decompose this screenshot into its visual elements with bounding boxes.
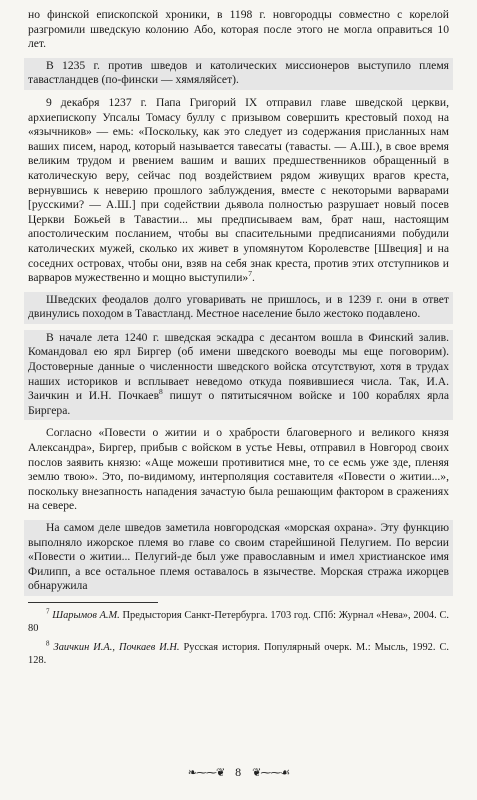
footnote-divider: [28, 602, 158, 603]
footnote-author: Заичкин И.А., Почкаев И.Н.: [53, 641, 180, 653]
paragraph: В начале лета 1240 г. шведская эскадра с десантом вошла в Финский залив. Командовал ею ярл Биргер (об имени шведского воеводы мы еще поговорим). Достоверные данные о численности шведского войска отсутствуют, хотя в трудах наших историков и всплывает неведомо откуда появившиеся числа. Так, И.А. Заичкин и И.Н. Почкаев$^8$ пишут о пятитысячном войске и 100 кораблях ярла Биргера.: [24, 330, 453, 421]
paragraph: 9 декабря 1237 г. Папа Григорий IX отправил главе шведской церкви, архиепископу Упсалы Томасу буллу с призывом совершить крестовый поход на «язычников» — емь: «Поскольку, как это следует из содержания присланных нам ваших писем, народ, который называется тавесаты (тавасты. — А.Ш.), в свое время великим трудом и рвением вашим и ваших предшественников обращенный в католическую веру, сейчас под воздействием рядом живущих врагов креста, вернувшись к неверию прошлого заблуждения, вместе с некоторыми варварами [русскими? — А.Ш.] при содействии дьявола полностью разрушает новый посев Церкви Божьей в Тавастии... мы предписываем вам, брат наш, настоящим апостолическим посланием, чтобы вы спасительными предписаниями побудили католических мужей, сколько их живет в упомянутом Королевстве [Швеция] и на соседних островах, чтобы они, взяв на себя знак креста, против этих отступников и варваров мужественно и мощно выступили»$^7$.: [28, 95, 449, 285]
paragraph: Согласно «Повести о житии и о храбрости благоверного и великого князя Александра», Биргер, прибыв с войском в устье Невы, отправил в Новгород своих послов заявить князю: «Аще можеши противитися мне, то се есмь уже зде, пленяя землю твою». Это, по-видимому, интерполяция составителя «Повести о житии...», поскольку внезапность нападения зачастую была решающим фактором в сражениях на севере.: [28, 426, 449, 513]
footnote: $^8$ Заичкин И.А., Почкаев И.Н. Русская история. Популярный очерк. М.: Мысль, 1992. С. 128.: [28, 639, 449, 666]
page-number: 8: [235, 764, 242, 779]
footnotes: [28, 609, 449, 667]
paragraph: На самом деле шведов заметила новгородская «морская охрана». Эту функцию выполняло ижорское племя во главе со своим старейшиной Пелугием. По версии «Повести о житии... Пелугий-де был уже православным и имел христианское имя Филипп, а все остальное племя оставалось в язычестве. Морская стража ижорцев обнаружила: [24, 520, 453, 596]
ornament-left-icon: ❧⁓⁓❦: [187, 766, 225, 779]
ornament-right-icon: ❦⁓⁓☙: [252, 766, 290, 779]
page-footer: [0, 764, 477, 780]
paragraph: В 1235 г. против шведов и католических миссионеров выступило племя тавастландцев (по-фински — хямяляйсет).: [24, 58, 453, 90]
footnote-ref: 8: [159, 387, 163, 397]
footnote: $^7$ Шарымов А.М. Предыстория Санкт-Петербурга. 1703 год. СПб: Журнал «Нева», 2004. С. 80: [28, 607, 449, 634]
main-text: [28, 8, 449, 596]
paragraph: Шведских феодалов долго уговаривать не пришлось, и в 1239 г. они в ответ двинулись походом в Тавастланд. Местное население было жестоко подавлено.: [24, 292, 453, 324]
footnote-ref: 7: [248, 269, 252, 279]
paragraph: но финской епископской хроники, в 1198 г. новгородцы совместно с корелой разгромили шведскую колонию Або, которая после этого не могла оправиться 10 лет.: [28, 8, 449, 51]
footnote-author: Шарымов А.М.: [52, 609, 120, 621]
